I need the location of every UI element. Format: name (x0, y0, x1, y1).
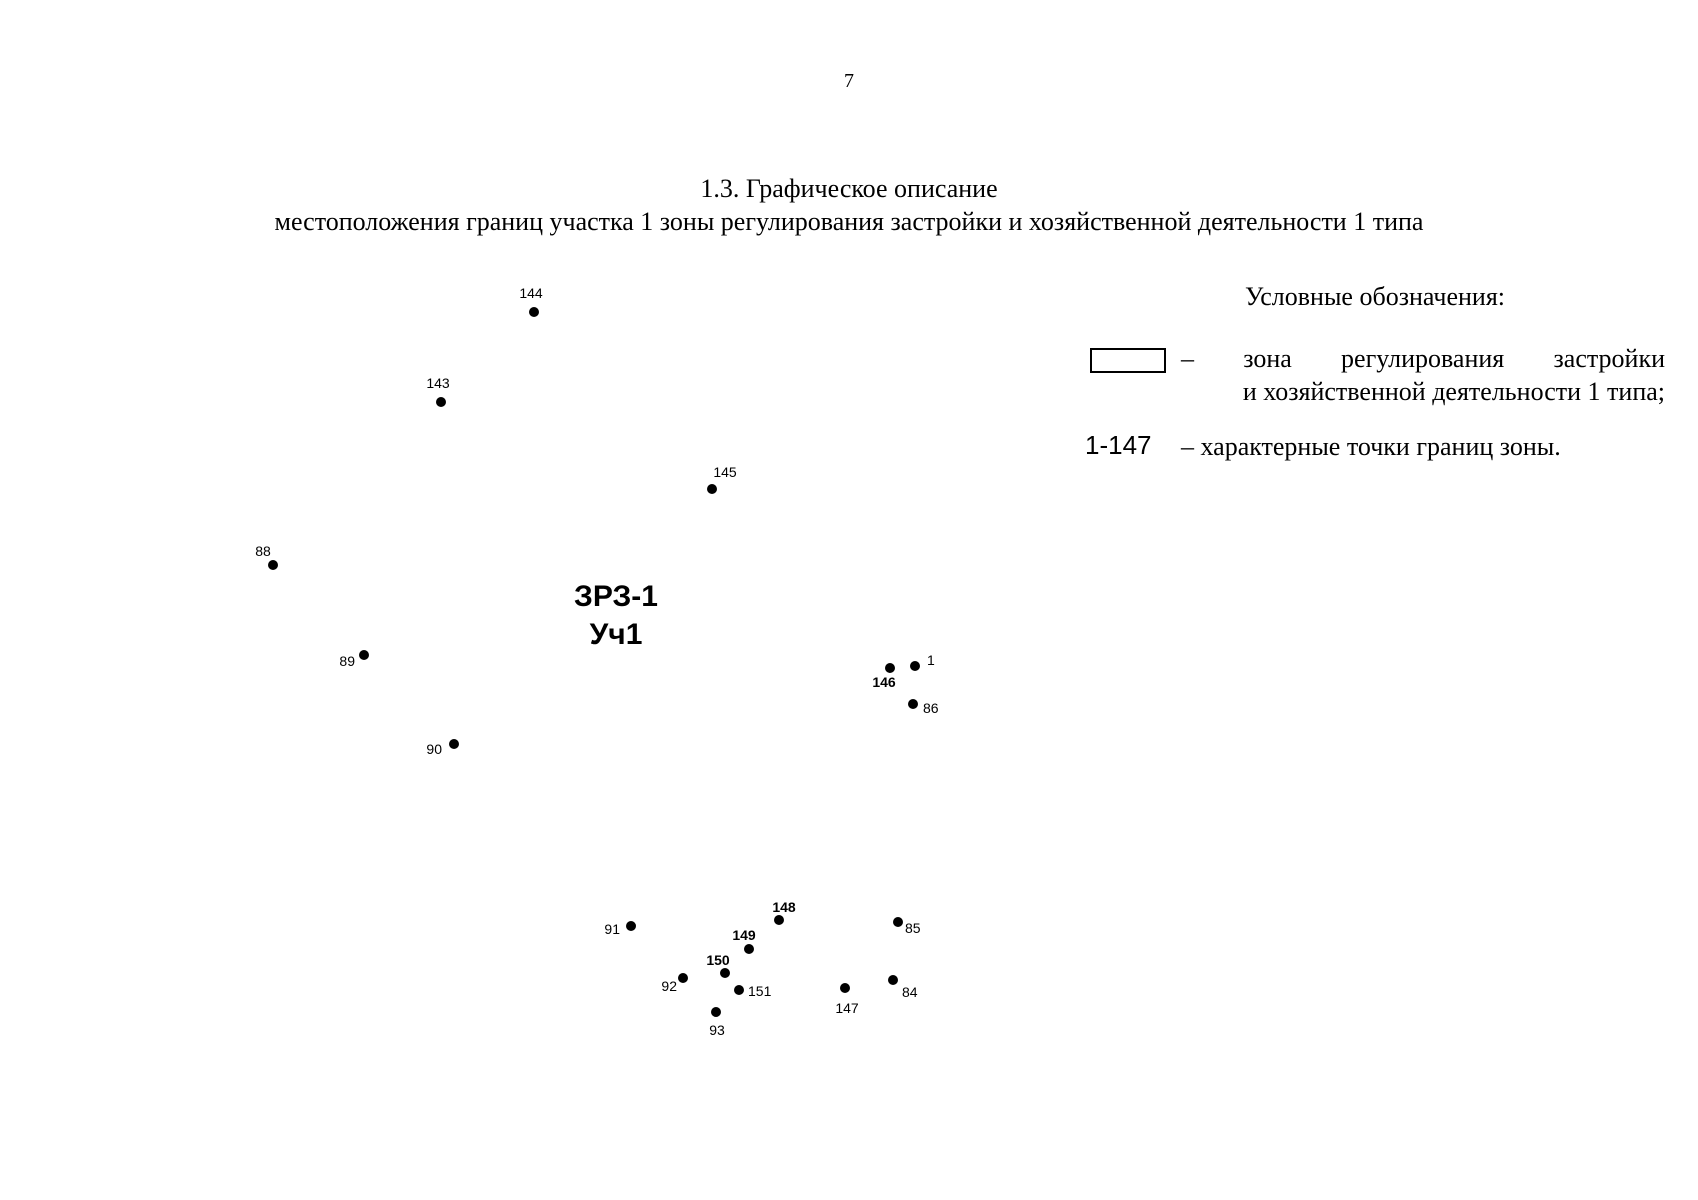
point-label-150: 150 (706, 952, 730, 968)
points-description: – характерные точки границ зоны. (1181, 432, 1561, 461)
point-label-91: 91 (604, 921, 620, 937)
zone-description-line-2: и хозяйственной деятельности 1 типа; (1242, 377, 1665, 406)
point-label-85: 85 (905, 920, 921, 936)
point-label-90: 90 (426, 741, 442, 757)
point-label-84: 84 (902, 984, 918, 1000)
boundary-point-147 (840, 983, 850, 993)
point-label-88: 88 (255, 543, 271, 559)
boundary-point-143 (436, 397, 446, 407)
zone-description-line-1: – зона регулирования застройки (1181, 344, 1665, 373)
point-label-151: 151 (748, 983, 772, 999)
boundary-point-84 (888, 975, 898, 985)
boundary-point-148 (774, 915, 784, 925)
boundary-point-146 (885, 663, 895, 673)
point-label-143: 143 (426, 375, 450, 391)
boundary-point-1 (910, 661, 920, 671)
point-label-1: 1 (927, 652, 935, 668)
title-line-2: местоположения границ участка 1 зоны регулирования застройки и хозяйственной деятельности 1 типа (274, 207, 1424, 236)
boundary-point-88 (268, 560, 278, 570)
point-label-148: 148 (772, 899, 796, 915)
boundary-point-144 (529, 307, 539, 317)
legend-heading: Условные обозначения: (1244, 282, 1506, 311)
point-label-93: 93 (709, 1022, 725, 1038)
plot-label: Уч1 (589, 618, 643, 651)
boundary-point-92 (678, 973, 688, 983)
point-label-147: 147 (835, 1000, 859, 1016)
point-label-92: 92 (661, 978, 677, 994)
zone-label: ЗРЗ-1 (574, 580, 658, 613)
point-label-86: 86 (923, 700, 939, 716)
boundary-point-151 (734, 985, 744, 995)
boundary-point-85 (893, 917, 903, 927)
point-label-149: 149 (732, 927, 756, 943)
point-label-145: 145 (713, 464, 737, 480)
boundary-point-145 (707, 484, 717, 494)
zone-swatch-icon (1090, 348, 1166, 373)
title-line-1: 1.3. Графическое описание (700, 174, 998, 203)
boundary-point-150 (720, 968, 730, 978)
boundary-point-149 (744, 944, 754, 954)
boundary-point-93 (711, 1007, 721, 1017)
points-sample-label: 1-147 (1085, 430, 1152, 460)
boundary-point-86 (908, 699, 918, 709)
boundary-points (255, 285, 939, 1038)
point-label-144: 144 (519, 285, 543, 301)
boundary-point-89 (359, 650, 369, 660)
boundary-point-90 (449, 739, 459, 749)
point-label-89: 89 (339, 653, 355, 669)
page-number: 7 (844, 70, 854, 92)
point-label-146: 146 (872, 674, 896, 690)
boundary-point-91 (626, 921, 636, 931)
